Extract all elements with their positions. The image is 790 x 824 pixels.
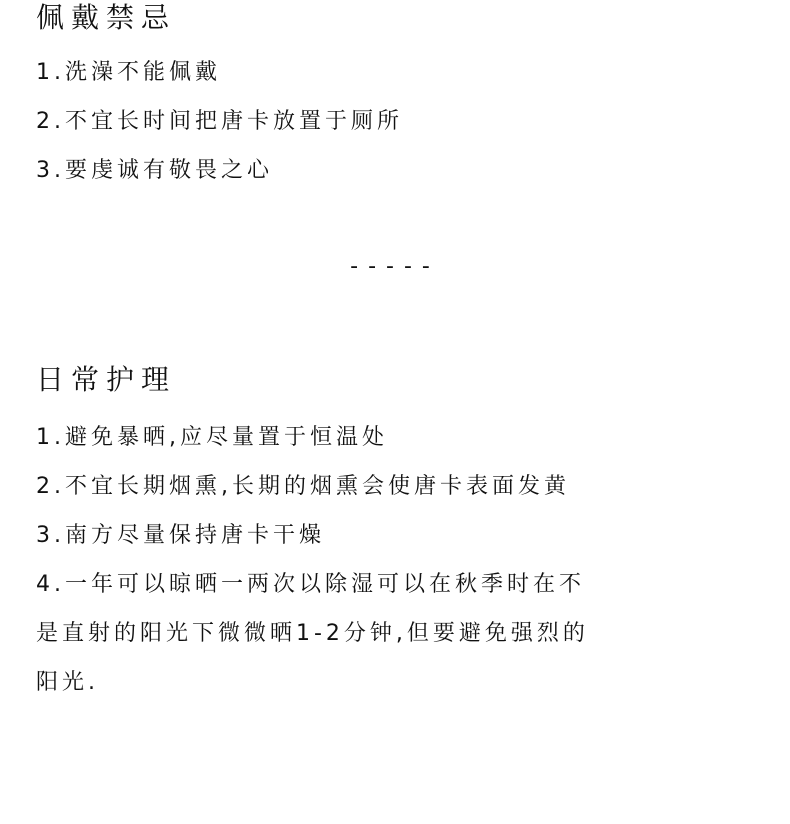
care-item-2: 2.不宜长期烟熏,长期的烟熏会使唐卡表面发黄 [36, 474, 570, 499]
taboo-item-3: 3.要虔诚有敬畏之心 [36, 158, 273, 183]
taboo-item-2: 2.不宜长时间把唐卡放置于厕所 [36, 109, 403, 134]
taboo-item-1: 1.洗澡不能佩戴 [36, 60, 221, 85]
section-title-daily-care: 日常护理 [36, 363, 177, 396]
care-item-4-line-1: 4.一年可以晾晒一两次以除湿可以在秋季时在不 [36, 572, 585, 597]
section-divider: ----- [350, 254, 440, 279]
care-item-4-line-3: 阳光. [36, 670, 99, 695]
care-item-1: 1.避免暴晒,应尽量置于恒温处 [36, 425, 388, 450]
section-title-wearing-taboos: 佩戴禁忌 [36, 1, 177, 34]
care-item-4-line-2: 是直射的阳光下微微晒1-2分钟,但要避免强烈的 [36, 621, 589, 646]
care-item-3: 3.南方尽量保持唐卡干燥 [36, 523, 325, 548]
